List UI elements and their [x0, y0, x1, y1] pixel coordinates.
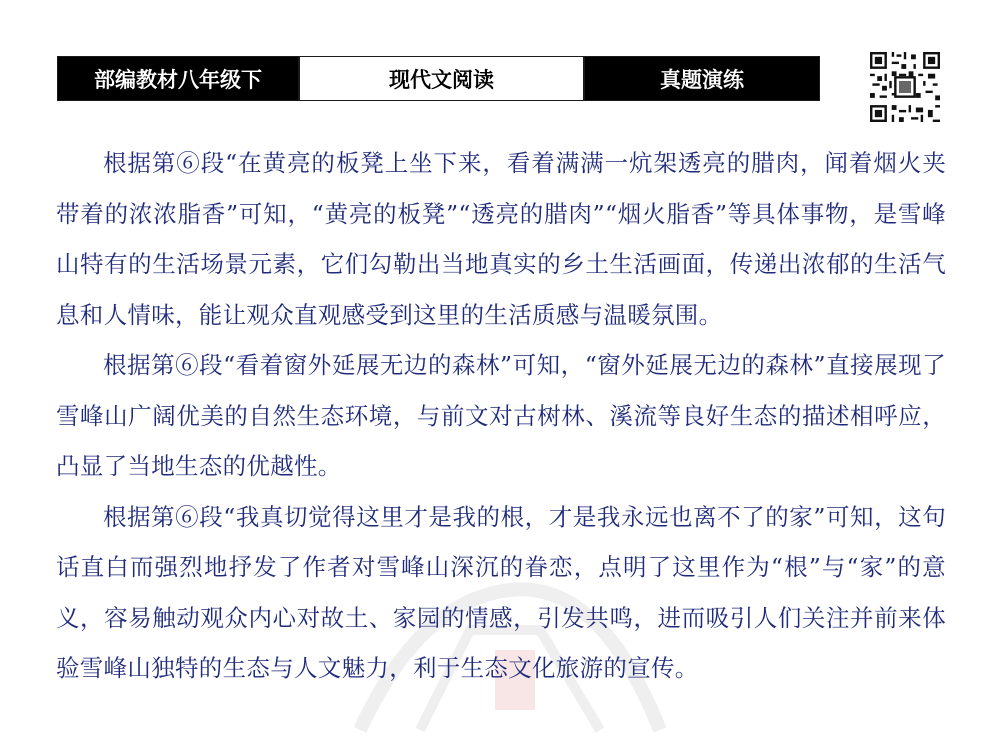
header-bar: [57, 56, 820, 101]
tab-textbook: 部编教材八年级下: [58, 57, 298, 100]
answer-text: [56, 138, 946, 694]
paragraph: 根据第⑥段“我真切觉得这里才是我的根，才是我永远也离不了的家”可知，这句话直白而强烈地抒发了作者对雪峰山深沉的眷恋，点明了这里作为“根”与“家”的意义，容易触动观众内心对故土、家园的情感，引发共鸣，进而吸引人们关注并前来体验雪峰山独特的生态与人文魅力，利于生态文化旅游的宣传。: [56, 502, 946, 682]
paragraph: 根据第⑥段“在黄亮的板凳上坐下来，看着满满一炕架透亮的腊肉，闻着烟火夹带着的浓浓脂香”可知，“黄亮的板凳”“透亮的腊肉”“烟火脂香”等具体事物，是雪峰山特有的生活场景元素，它们勾勒出当地真实的乡土生活画面，传递出浓郁的生活气息和人情味，能让观众直观感受到这里的生活质感与温暖氛围。: [56, 149, 946, 329]
qr-code-icon: [870, 52, 940, 122]
tab-exam-practice: 真题演练: [585, 57, 819, 100]
paragraph: 根据第⑥段“看着窗外延展无边的森林”可知，“窗外延展无边的森林”直接展现了雪峰山广阔优美的自然生态环境，与前文对古树林、溪流等良好生态的描述相呼应，凸显了当地生态的优越性。: [56, 351, 946, 480]
tab-modern-reading: 现代文阅读: [298, 57, 585, 100]
